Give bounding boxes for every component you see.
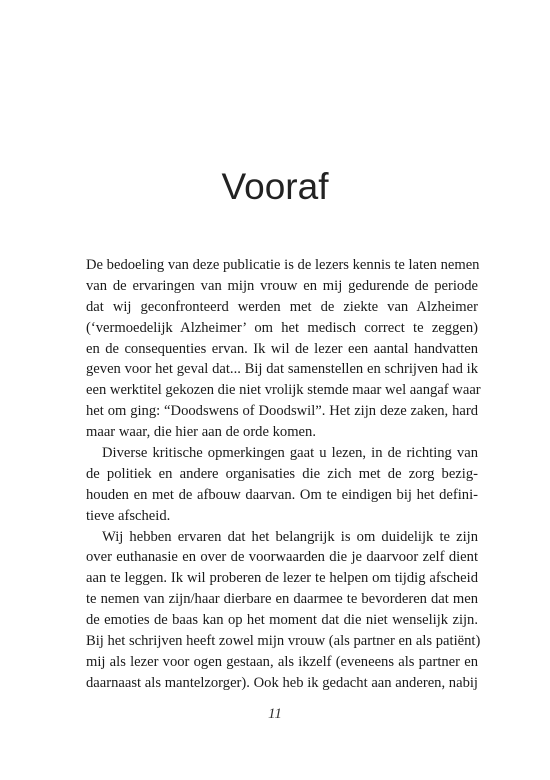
paragraph-1	[86, 255, 481, 443]
chapter-title: Vooraf	[221, 166, 329, 207]
text-line: het om ging: “Doodswens of Doodswil”. Het zijn deze zaken, hard	[86, 403, 478, 420]
text-line: Bij het schrijven heeft zowel mijn vrouw (als partner en als patiënt)	[86, 633, 481, 650]
text-line: aan te leggen. Ik wil proberen de lezer te helpen om tijdig afscheid	[86, 570, 478, 587]
text-line: een werktitel gekozen die niet vrolijk stemde maar wel aangaf waar	[86, 382, 481, 399]
text-line: maar waar, die hier aan de orde komen.	[86, 424, 316, 441]
text-line: te nemen van zijn/haar dierbare en daarmee te bevorderen dat men	[86, 591, 478, 608]
text-line: Diverse kritische opmerkingen gaat u lezen, in de richting van	[102, 445, 478, 462]
text-line: mij als lezer voor ogen gestaan, als ikzelf (eveneens als partner en	[86, 653, 478, 670]
text-line: de politiek en andere organisaties die zich met de zorg bezig-	[86, 465, 478, 482]
text-line: dat wij geconfronteerd werden met de ziekte van Alzheimer	[86, 298, 478, 315]
text-line: (‘vermoedelijk Alzheimer’ om het medisch correct te zeggen)	[86, 319, 478, 336]
paragraph-2	[86, 443, 478, 527]
text-line: en de consequenties ervan. Ik wil de lezer een aantal handvatten	[86, 340, 478, 357]
body-text	[86, 255, 481, 694]
text-line: de emoties de baas kan op het moment dat die niet wenselijk zijn.	[86, 612, 478, 629]
text-line: van de ervaringen van mijn vrouw en mij gedurende de periode	[86, 277, 478, 294]
text-line: geven voor het geval dat... Bij dat samenstellen en schrijven had ik	[86, 361, 478, 378]
text-line: De bedoeling van deze publicatie is de lezers kennis te laten nemen	[86, 257, 480, 273]
paragraph-3	[86, 527, 481, 694]
text-line: daarnaast als mantelzorger). Ook heb ik gedacht aan anderen, nabij	[86, 674, 478, 691]
text-line: houden en met de afbouw daarvan. Om te eindigen bij het defini-	[86, 486, 478, 503]
text-line: over euthanasie en over de voorwaarden die je daarvoor zelf dient	[86, 549, 478, 566]
text-line: tieve afscheid.	[86, 507, 171, 524]
page-number: 11	[268, 706, 282, 722]
text-line: Wij hebben ervaren dat het belangrijk is om duidelijk te zijn	[102, 528, 478, 545]
